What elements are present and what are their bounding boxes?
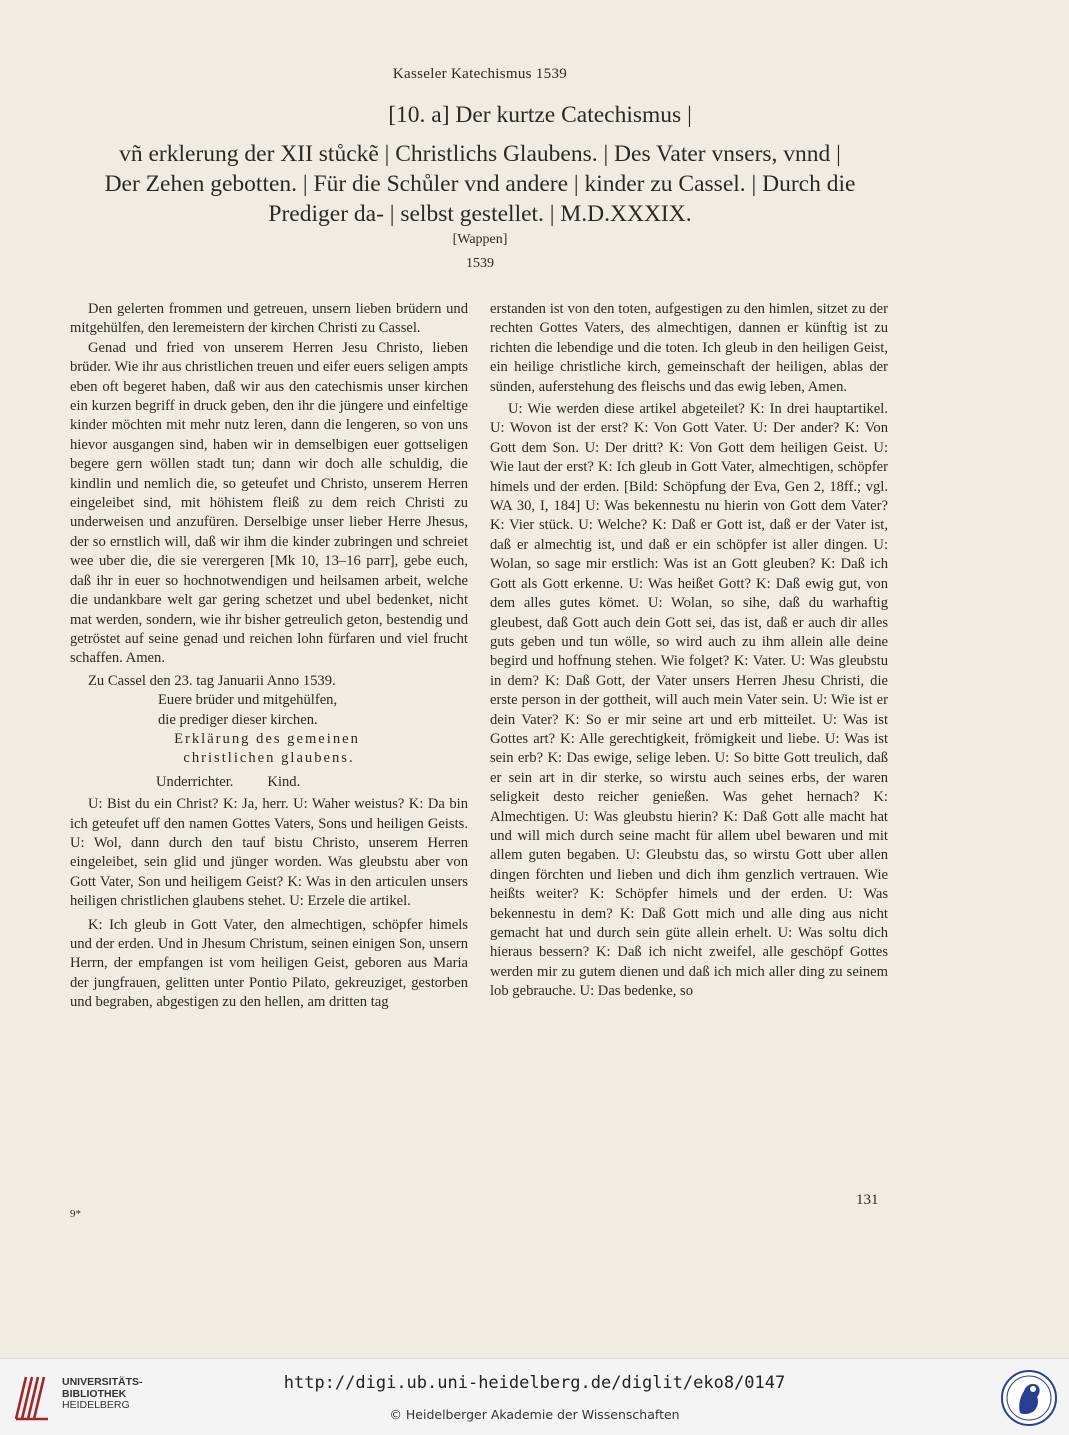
title-line-3: Der Zehen gebotten. | Für die Schůler vnd andere | kinder zu Cassel. | Durch die (104, 171, 856, 197)
permalink-url[interactable]: http://digi.ub.uni-heidelberg.de/diglit/eko8/0147 (283, 1373, 786, 1393)
library-name-line-1: UNIVERSITÄTS- (62, 1376, 143, 1388)
library-name-line-2: BIBLIOTHEK (62, 1387, 127, 1400)
signature-line-2: die prediger dieser kirchen. (158, 711, 318, 728)
preface-paragraph: Genad und fried von unserem Herren Jesu Christo, lieben brüder. Wie ihr aus christlichen treuen und eifer euers seligen ampts eben oft begeret haben, daß wir aus den catechismis unser kirchen ein kurzen begriff in druck geben, den ihr die jüngere und einfeltige kinder möchten mit mehr nutz leren, dann die lengeren, so von uns hievor ausgangen sind, haben wir in demselbigen euer gottseligen begere gern wöllen stadt tun; dann wir doch alle schuldig, die kindlin und nemlich die, so geteufet und Christo, unserem Herren eingeleibet sind, mit höhistem fleiß zu dem reich Christi zu underweisen und anzufüren. Derselbige unser lieber Herre Jhesus, der so ernstlich will, daß wir ihm die kinder zubringen und schreiet wee uber die, die sie verergeren [Mk 10, 13–16 parr], gebe euch, daß ihr in euer so hochnotwendigen und heilsamen arbeit, welche die undankbare welt gar gering schetzet und ubel bedenket, nicht mat werden, sondern, wie ihr bisher getreulich geton, bestendig und getröstet auf seine genad und reichen lohn fürfaren und viel frucht schaffen. Amen. (70, 339, 468, 667)
running-head: Kasseler Katechismus 1539 (392, 66, 568, 82)
viewer-footer (0, 1358, 1069, 1435)
title-block (60, 100, 900, 229)
right-column (490, 300, 888, 1002)
creed-paragraph: K: Ich gleub in Gott Vater, den almechtigen, schöpfer himels und der erden. Und in Jhesum Christum, seinen einigen Son, unsern Herrn, der empfangen ist vom heiligen Geist, geboren aus Maria der jungfrauen, gelitten unter Pontio Pilato, gekreuziget, gestorben und begraben, abgestigen zu den hellen, am dritten tag (70, 916, 468, 1011)
section-heading-line-1: Erklärung des gemeinen (174, 730, 360, 747)
title-line-4: Prediger da- | selbst gestellet. | M.D.XXXIX. (268, 201, 692, 227)
dialogue-paragraph-1: U: Bist du ein Christ? K: Ja, herr. U: Waher weistus? K: Da bin ich geteufet uff den namen Gottes Vaters, Sons und heiligen Geists. U: Wol, dann durch den tauf bistu Christo, unserem Herren eingeleibet, sein glid und jünger worden. Was gleubstu aber von Gott Vater, Son und heiligem Geist? K: Was in den articulen unsers heiligen christlichen glaubens stehet. U: Erzele die artikel. (70, 796, 468, 910)
signature-line-1: Euere brüder und mitgehülfen, (158, 692, 338, 709)
creed-continuation: erstanden ist von den toten, aufgestigen zu den himlen, sitzet zu der rechten Gottes Vaters, des almechtigen, dannen er künftig ist zu richten die lebendige und die toten. Ich gleub in den heiligen Geist, ein heilige christliche kirch, gemeinschaft der heiligen, ablas der sünden, auferstehung des fleischs und das ewig leben, Amen. (490, 301, 888, 395)
library-name-line-3: HEIDELBERG (62, 1399, 130, 1411)
dialogue-roles (156, 773, 468, 792)
left-column (70, 300, 468, 1013)
title-line-2: vñ erklerung der XII stůckẽ | Christlichs Glaubens. | Des Vater vnsers, vnnd | (119, 141, 841, 167)
academy-seal-icon (1000, 1369, 1058, 1427)
role-teacher: Underrichter. (156, 773, 234, 790)
section-heading-line-2: christlichen glaubens. (183, 750, 355, 767)
signature-mark: 9* (70, 1208, 81, 1220)
coat-of-arms-note: [Wappen] (452, 232, 508, 247)
date-line: Zu Cassel den 23. tag Januarii Anno 1539. (88, 672, 336, 689)
copyright-notice: © Heidelberger Akademie der Wissenschaften (389, 1407, 680, 1422)
page-number: 131 (856, 1192, 879, 1208)
title-line-1: [10. a] Der kurtze Catechismus | (388, 102, 692, 128)
publication-year: 1539 (466, 256, 494, 271)
role-child: Kind. (267, 773, 301, 790)
dialogue-paragraph-2: U: Wie werden diese artikel abgeteilet? K: In drei hauptartikel. U: Wovon ist der erst? K: Von Gott Vater. U: Der ander? K: Von Gott dem Son. U: Der dritt? K: Von Gott dem heiligen Geist. U: Wie laut der erst? K: Ich gleub in Gott Vater, almechtigen, schöpfer himels und der erden. [Bild: Schöpfung der Eva, Gen 2, 18ff.; vgl. WA 30, I, 184] U: Was bekennestu nu hierin von Gott dem Vater? K: Vier stück. U: Welche? K: Daß er Gott ist, daß er der Vater ist, daß er almechtig ist, und daß er ein schöpfer ist aller dingen. U: Wolan, so sage mir erstlich: Was ist an Gott gleuben? K: Daß ich Gott als Gott erkenne. U: Was heißet Gott? K: Daß ewig gut, von dem alles gutes kömet. U: Wolan, so sihe, daß du warhaftig gleubest, daß Gott auch dein Gott sei, das ist, daß er auch dir alles guts geben und tun wölle, so wird auch zu ihm allein alle deine begird und hoffnung stehen. Wie folget? K: Vater. U: Was gleubstu in dem? K: Daß Gott, der Vater unsers Herren Jhesu Christi, die erste person in der gottheit, will auch mein Vater sein. U: Wie ist er dein Vater? K: So er mir seine art und erb mitteilet. U: Was ist Gottes art? K: Alle gerechtigkeit, frömigkeit und liebe. U: Was ist sein erb? K: Das ewige, selige leben. U: So bitte Gott treulich, daß er sein art in dir sterke, so wirstu auch seines erbs, der waren seligkeit desto reicher genießen. Was gehet hernach? K: Almechtigen. U: Was gleubstu hierin? K: Daß Gott alle macht hat und will mich durch seine macht für allem ubel bewaren und mit allem guten begaben. U: Gleubstu das, so wirstu Gott uber allen dingen förchten und lieben und dich ihm genzlich vertrauen. Wie heißts weiter? K: Schöpfer himels und der erden. U: Was bekennestu in dem? K: Daß Gott mich und alle ding aus nicht gemacht hat und durch sein güte allein erhelt. U: Was soltu dich hieraus bessern? K: Daß ich nicht zweifel, alle geschöpf Gottes werden mir zu gutem dienen und daß ich mich aller ding zu seinem lob gebrauche. U: Das bedenke, so (490, 401, 888, 1000)
dedication-paragraph: Den gelerten frommen und getreuen, unsern lieben brüdern und mitgehülfen, den leremeistern der kirchen Christi zu Cassel. (70, 301, 468, 337)
